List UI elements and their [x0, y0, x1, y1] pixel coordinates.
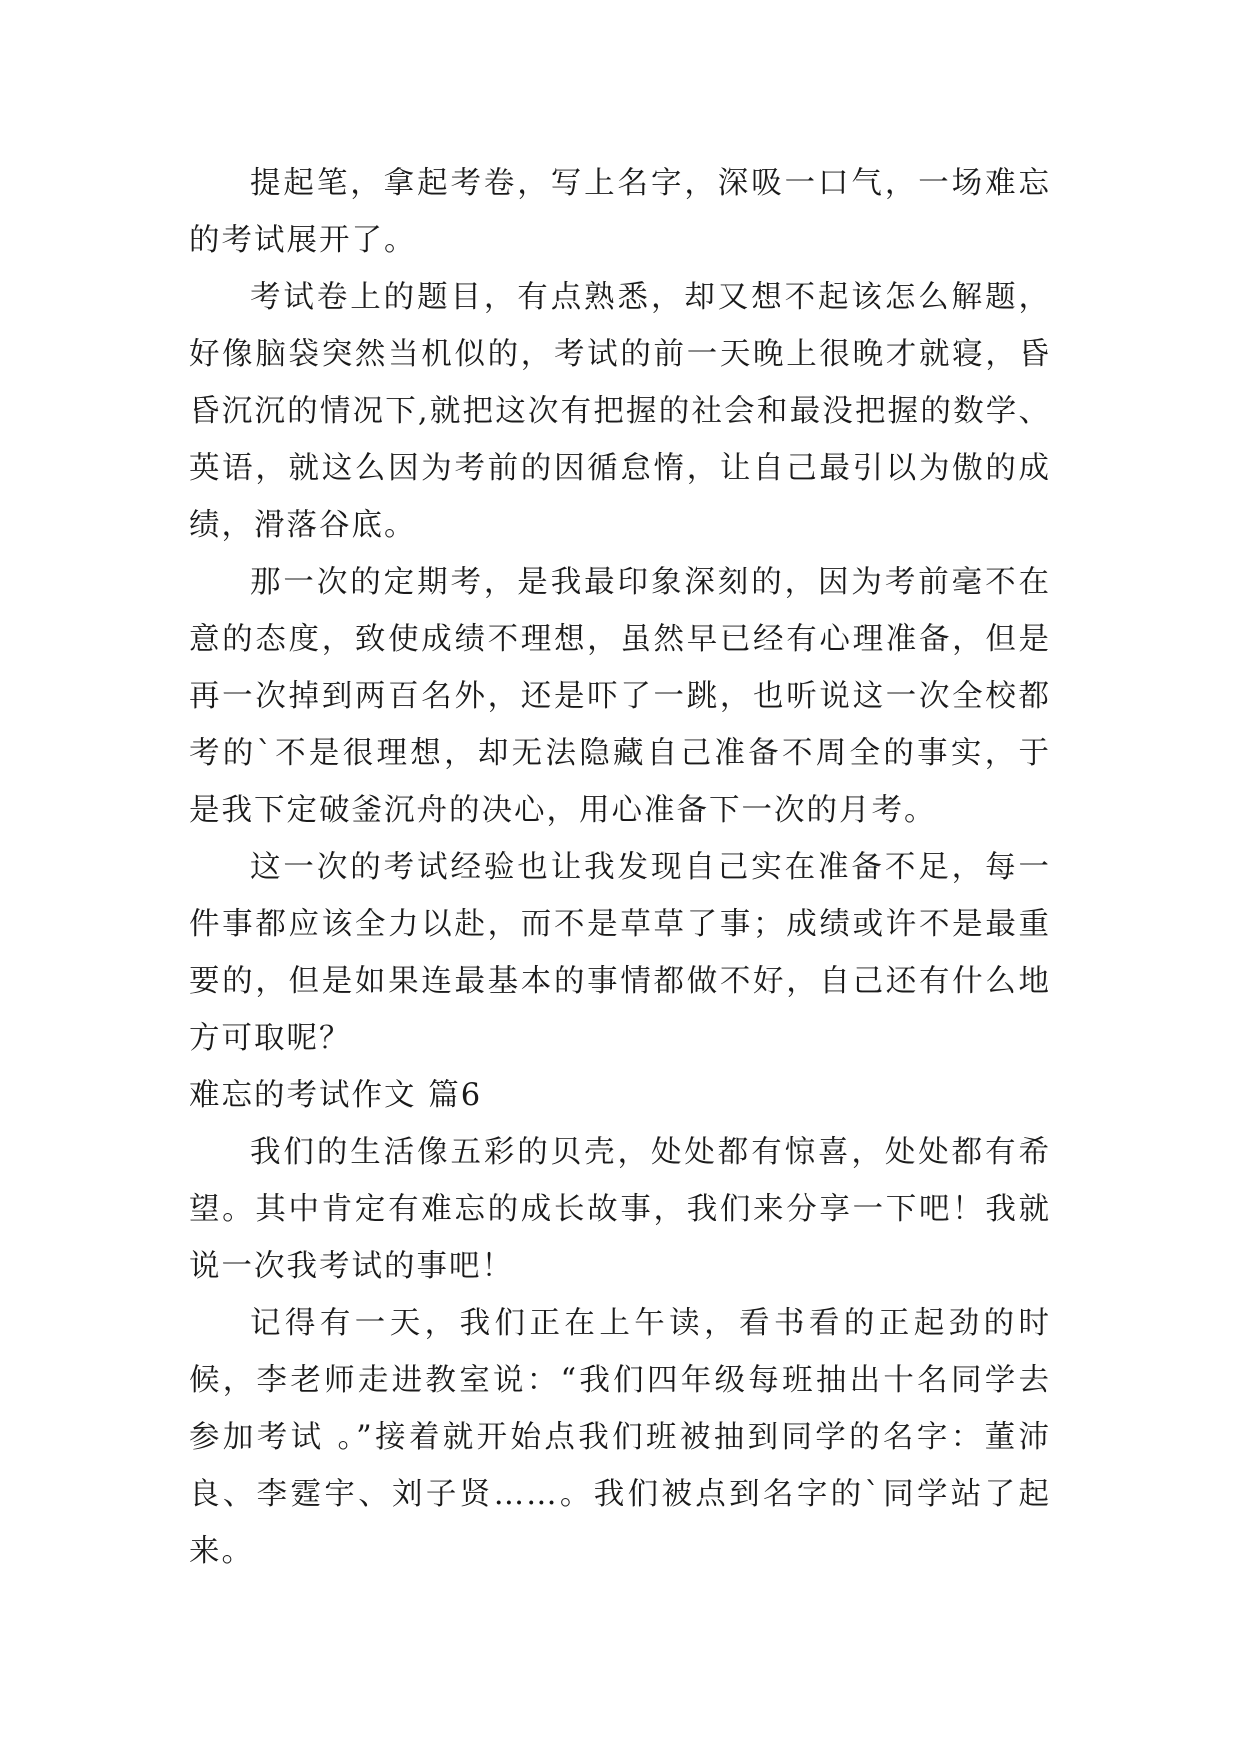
paragraph-1: 提起笔，拿起考卷，写上名字，深吸一口气，一场难忘的考试展开了。 — [189, 166, 1051, 258]
paragraph-5: 我们的生活像五彩的贝壳，处处都有惊喜，处处都有希望。其中肯定有难忘的成长故事，我们来分享一下吧！我就说一次我考试的事吧！ — [189, 1135, 1051, 1284]
paragraph-2: 考试卷上的题目，有点熟悉，却又想不起该怎么解题，好像脑袋突然当机似的，考试的前一天晚上很晚才就寝，昏昏沉沉的情况下,就把这次有把握的社会和最没把握的数学、英语，就这么因为考前的因循怠惰，让自己最引以为傲的成绩，滑落谷底。 — [189, 280, 1051, 543]
document-body — [189, 155, 1051, 1580]
paragraph-3: 那一次的定期考，是我最印象深刻的，因为考前毫不在意的态度，致使成绩不理想，虽然早已经有心理准备，但是再一次掉到两百名外，还是吓了一跳，也听说这一次全校都考的`不是很理想，却无法隐藏自己准备不周全的事实，于是我下定破釜沉舟的决心，用心准备下一次的月考。 — [189, 565, 1051, 828]
paragraph-4: 这一次的考试经验也让我发现自己实在准备不足，每一件事都应该全力以赴，而不是草草了事；成绩或许不是最重要的，但是如果连最基本的事情都做不好，自己还有什么地方可取呢？ — [189, 850, 1051, 1056]
section-heading: 难忘的考试作文 篇6 — [189, 1078, 483, 1113]
paragraph-6: 记得有一天，我们正在上午读，看书看的正起劲的时候，李老师走进教室说：“我们四年级每班抽出十名同学去参加考试 。”接着就开始点我们班被抽到同学的名字：董沛良、李霆宇、刘子贤……。我们被点到名字的`同学站了起来。 — [189, 1306, 1051, 1569]
